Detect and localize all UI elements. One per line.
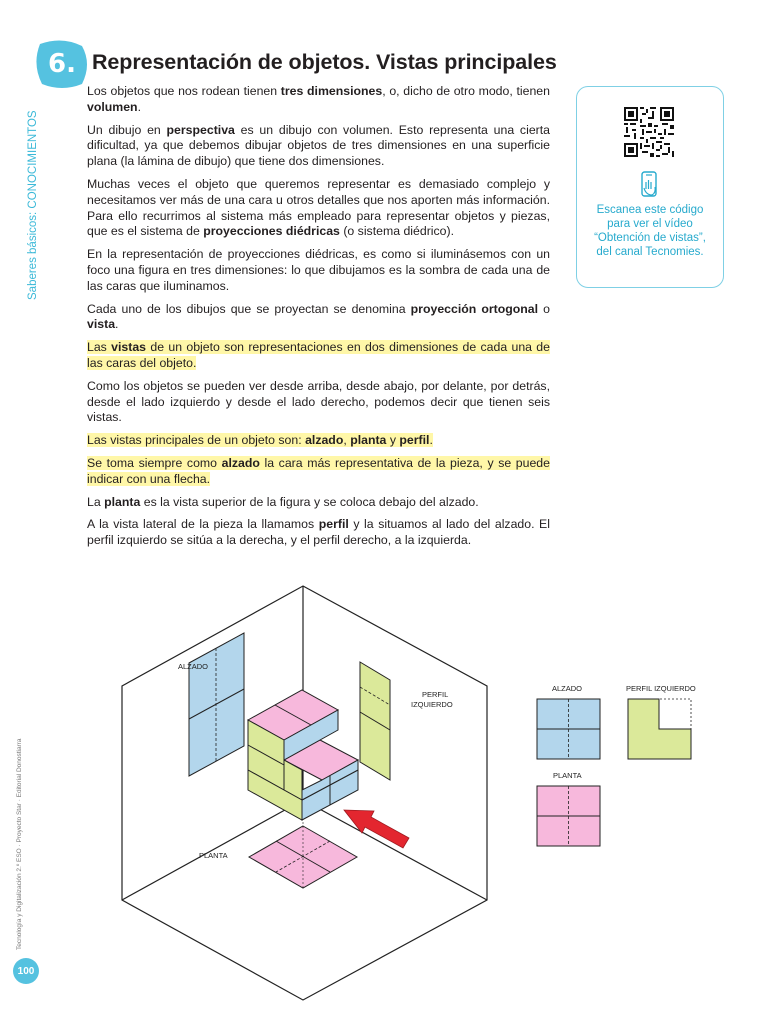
p11-text-c: y la situamos al lado del alzado. El perfil izquierdo se sitúa a la derecha, y el perfil derecho, a la izquierda. — [87, 517, 550, 548]
view-perfil-title: PERFIL IZQUIERDO — [626, 684, 696, 693]
sidebar-label-main: CONOCIMIENTOS — [27, 110, 39, 209]
qr-caption-line-2: para ver el vídeo — [607, 218, 693, 230]
p9-text-a: Se toma siempre como — [87, 455, 222, 470]
p4-text-a: En la representación de proyecciones diédricas, es como si iluminásemos con un foco una figura en tres dimensiones: lo que dibujamos es la sombra de cada una de las caras que iluminamos. — [87, 247, 550, 293]
p1-text-e: . — [137, 99, 141, 114]
qr-caption-line-4: del canal Tecnomies. — [596, 246, 704, 258]
p9-text-c: la cara más representativa de la pieza, y se puede indicar con una flecha. — [87, 455, 550, 486]
p1-text-a: Los objetos que nos rodean tienen — [87, 84, 281, 98]
p11-bold-b: perfil — [318, 517, 349, 532]
label-perfil-line2: IZQUIERDO — [411, 700, 453, 709]
p10-text-c: es la vista superior de la figura y se coloca debajo del alzado. — [140, 494, 479, 509]
p1-text-c: , o, dicho de otro modo, tienen — [382, 84, 550, 98]
p8-text-c: , — [343, 433, 351, 448]
p8-text-g: . — [429, 433, 433, 448]
p6-text-c: de un objeto son representaciones en dos dimensiones de cada una de las caras del objeto. — [87, 340, 550, 370]
p5-text-a: Cada uno de los dibujos que se proyectan se denomina — [87, 301, 411, 316]
label-planta: PLANTA — [199, 851, 228, 860]
sidebar-credit: Tecnología y Digitalización 2.º ESO · Proyecto Star · Editorial Donostiarra — [16, 738, 23, 950]
p8-bold-f: perfil — [399, 433, 430, 448]
p2-bold-b: perspectiva — [166, 122, 235, 137]
view-planta — [537, 786, 600, 846]
p9-bold-b: alzado — [221, 455, 260, 470]
p5-text-c: o — [538, 301, 550, 316]
alzado-direction-arrow — [344, 810, 409, 848]
p2-text-a: Un dibujo en — [87, 122, 167, 137]
p8-bold-d: planta — [350, 433, 387, 448]
view-alzado — [537, 699, 600, 759]
view-planta-title: PLANTA — [553, 771, 582, 780]
p8-bold-b: alzado — [305, 433, 344, 448]
sidebar-label-prefix: Saberes básicos: — [27, 208, 39, 300]
p3-bold-b: proyecciones diédricas — [203, 224, 340, 239]
section-number: 6. — [48, 49, 76, 79]
alzado-projection — [189, 633, 244, 776]
p8-text-a: Las vistas principales de un objeto son: — [87, 433, 306, 448]
p8-text-e: y — [386, 433, 400, 448]
p5-bold-d: vista — [87, 317, 116, 332]
label-alzado: ALZADO — [178, 662, 209, 671]
page-number: 100 — [17, 965, 35, 977]
perfil-projection — [360, 662, 390, 780]
p10-text-a: La — [87, 494, 105, 509]
qr-caption-line-3: “Obtención de vistas”, — [594, 232, 706, 244]
view-alzado-title: ALZADO — [552, 684, 583, 693]
view-perfil — [628, 699, 691, 759]
p6-text-a: Las — [87, 340, 112, 355]
label-perfil-line1: PERFIL — [422, 690, 449, 699]
p1-bold-b: tres dimensiones — [280, 84, 383, 98]
p3-text-a: Muchas veces el objeto que queremos representar es demasiado complejo y necesitamos ver más de una cara u otros detalles que nos aporten más información. Para ello recurrimos al sistema más empleado para representar objetos y piezas, que es el sistema de — [87, 176, 550, 239]
p5-text-e: . — [115, 317, 119, 332]
isometric-object — [248, 690, 358, 820]
p2-text-c: es un dibujo con volumen. Esto representa una cierta dificultad, ya que debemos dibujar objetos de tres dimensiones en una superficie plana (la lámina de dibujo) que tiene dos dimensiones. — [87, 122, 551, 169]
p7-text-a: Como los objetos se pueden ver desde arriba, desde abajo, por delante, por detrás, desde el lado izquierdo y desde el lado derecho, podemos decir que tienen seis vistas. — [87, 378, 550, 425]
p1-bold-d: volumen — [87, 99, 138, 114]
page-title: Representación de objetos. Vistas principales — [92, 50, 557, 74]
p11-text-a: A la vista lateral de la pieza la llamamos — [87, 517, 319, 532]
p6-bold-b: vistas — [111, 340, 147, 355]
p10-bold-b: planta — [104, 494, 141, 509]
p5-bold-b: proyección ortogonal — [410, 301, 539, 316]
qr-caption-line-1: Escanea este código — [596, 204, 704, 216]
p3-text-c: (o sistema diédrico). — [339, 224, 455, 239]
